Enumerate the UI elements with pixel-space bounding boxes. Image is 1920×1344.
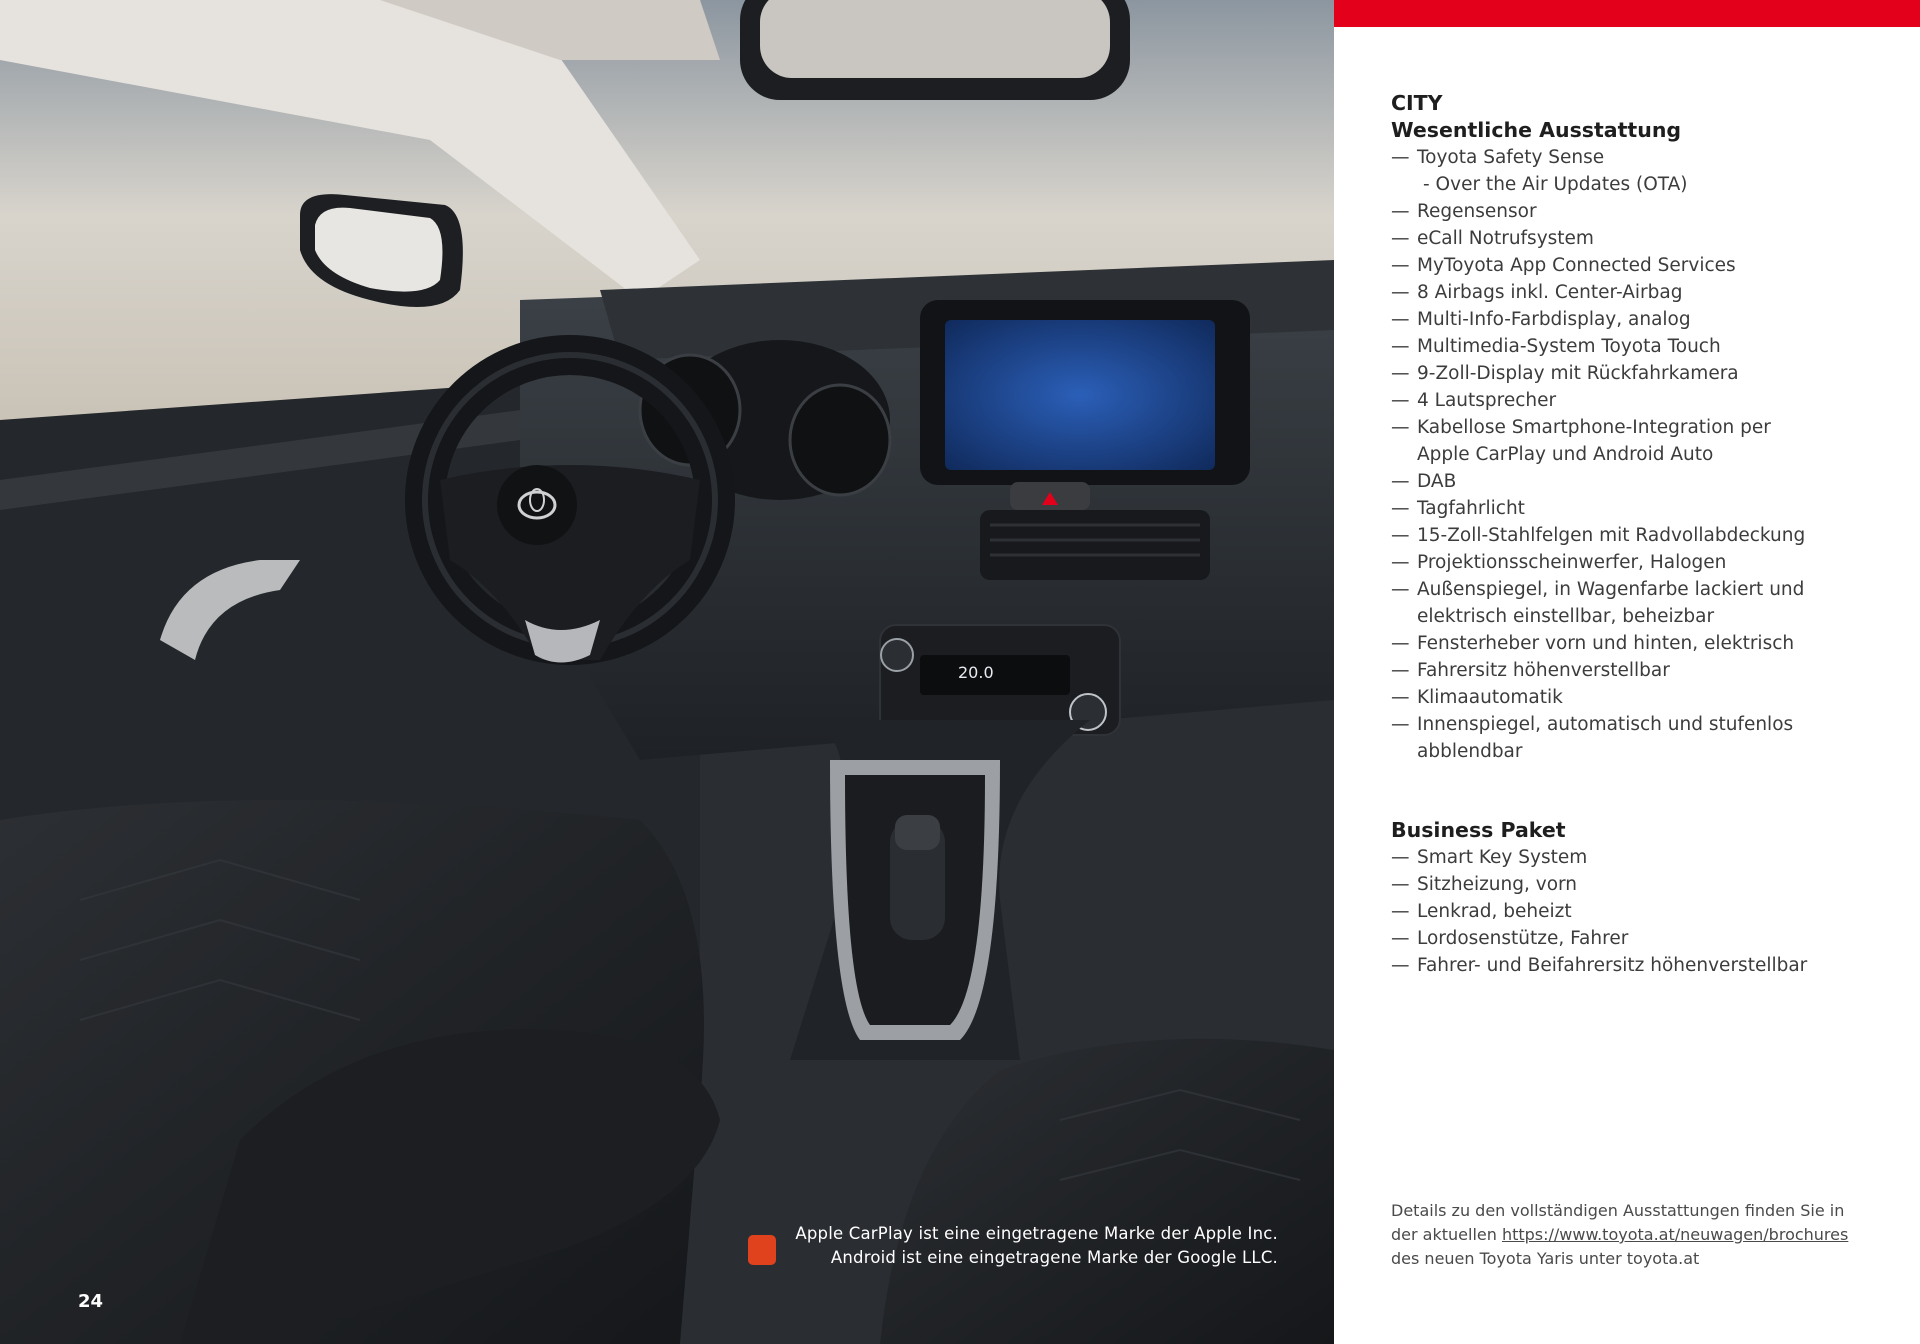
city-title: CITY — [1391, 91, 1443, 115]
list-item: — Tagfahrlicht — [1391, 495, 1891, 522]
brochure-link[interactable]: https://www.toyota.at/neuwagen/brochures — [1501, 1225, 1849, 1244]
climate-display-temperature: 20.0 — [958, 663, 994, 682]
trademark-line-apple: Apple CarPlay ist eine eingetragene Marke der Apple Inc. — [795, 1224, 1278, 1243]
list-item: — DAB — [1391, 468, 1891, 495]
list-item: — 4 Lautsprecher — [1391, 387, 1891, 414]
business-title: Business Paket — [1391, 818, 1566, 842]
list-item: — Fahrersitz höhenverstellbar — [1391, 657, 1891, 684]
city-section — [1391, 90, 1891, 765]
details-text-after: des neuen Toyota Yaris unter toyota.at — [1391, 1249, 1700, 1268]
list-item: — Sitzheizung, vorn — [1391, 871, 1891, 898]
list-item-continuation: elektrisch einstellbar, beheizbar — [1417, 606, 1715, 627]
list-item: — Außenspiegel, in Wagenfarbe lackiert und — [1391, 576, 1891, 603]
list-item-continuation: Apple CarPlay und Android Auto — [1417, 444, 1714, 465]
list-item-continuation: abblendbar — [1417, 741, 1523, 762]
business-section — [1391, 817, 1891, 979]
city-subtitle: Wesentliche Ausstattung — [1391, 118, 1682, 142]
city-feature-list — [1391, 144, 1891, 765]
list-item: - Over the Air Updates (OTA) — [1423, 174, 1688, 195]
list-item: — 9-Zoll-Display mit Rückfahrkamera — [1391, 360, 1891, 387]
list-item: — Innenspiegel, automatisch und stufenlos — [1391, 711, 1891, 738]
list-item: — eCall Notrufsystem — [1391, 225, 1891, 252]
details-text-before: Details zu den vollständigen Ausstattungen finden Sie in der aktuellen — [1391, 1201, 1845, 1244]
list-item: — Smart Key System — [1391, 844, 1891, 871]
details-note — [1391, 1199, 1861, 1271]
list-item: — Fahrer- und Beifahrersitz höhenverstellbar — [1391, 952, 1891, 979]
list-item: — Lenkrad, beheizt — [1391, 898, 1891, 925]
trademark-line-android: Android ist eine eingetragene Marke der Google LLC. — [830, 1248, 1278, 1267]
list-item: — Multi-Info-Farbdisplay, analog — [1391, 306, 1891, 333]
list-item: — Regensensor — [1391, 198, 1891, 225]
list-item: — 8 Airbags inkl. Center-Airbag — [1391, 279, 1891, 306]
list-item: — Projektionsscheinwerfer, Halogen — [1391, 549, 1891, 576]
list-item: — MyToyota App Connected Services — [1391, 252, 1891, 279]
list-item: — Toyota Safety Sense — [1391, 144, 1891, 171]
list-item: — Multimedia-System Toyota Touch — [1391, 333, 1891, 360]
list-item: — Lordosenstütze, Fahrer — [1391, 925, 1891, 952]
list-item: — Fensterheber vorn und hinten, elektrisch — [1391, 630, 1891, 657]
accent-bar — [1334, 0, 1920, 27]
page-number: 24 — [78, 1291, 104, 1312]
list-item: — Klimaautomatik — [1391, 684, 1891, 711]
business-feature-list — [1391, 844, 1891, 979]
trademark-note — [718, 1222, 1278, 1270]
list-item: — 15-Zoll-Stahlfelgen mit Radvollabdeckung — [1391, 522, 1891, 549]
list-item: — Kabellose Smartphone-Integration per — [1391, 414, 1891, 441]
